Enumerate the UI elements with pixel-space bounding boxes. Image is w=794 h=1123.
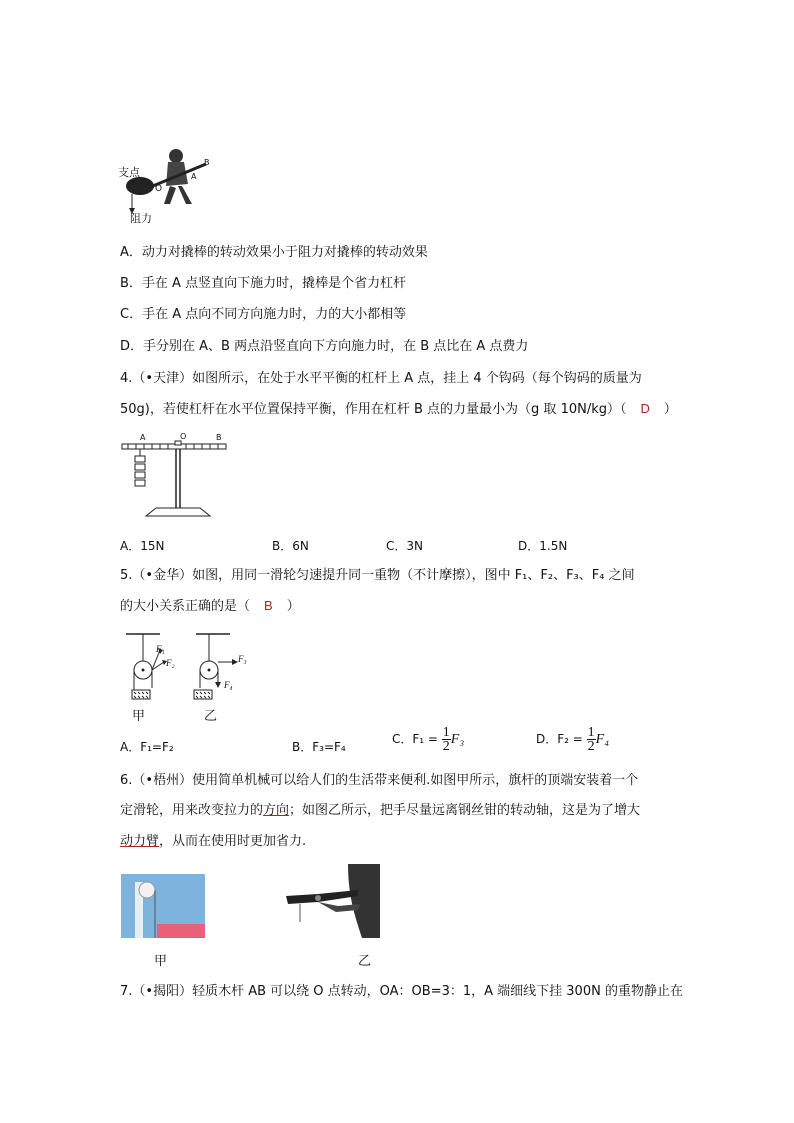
q6-answer-1: 方向 [263, 803, 290, 818]
caption-photo-jia: 甲 [154, 954, 168, 969]
label-fulcrum: 支点 [118, 166, 140, 179]
q5-option-d: D．F₂ = $\frac{1}{2}$ F₄ [536, 725, 610, 754]
q4-option-c: C．3N [386, 539, 423, 553]
q4-answer: D [640, 401, 650, 416]
pulley-figure [120, 628, 250, 724]
label-O: O [155, 184, 163, 194]
label-resistance: 阻力 [130, 212, 152, 225]
lever-figure [120, 432, 230, 520]
caption-jia: 甲 [132, 709, 146, 724]
q4-stem-line1: 4.（•天津）如图所示，在处于水平平衡的杠杆上 A 点，挂上 4 个钩码（每个钩码的质量为 [120, 371, 642, 386]
q4-option-b: B．6N [272, 539, 309, 553]
label-B: B [204, 158, 210, 167]
q3-option-d: D．手分别在 A、B 两点沿竖直向下方向施力时，在 B 点比在 A 点费力 [120, 339, 529, 354]
pliers-photo [278, 864, 380, 938]
q5-option-c: C．F₁ = $\frac{1}{2}$ F₃ [392, 725, 465, 754]
q6-answer-2: 动力臂 [120, 834, 160, 849]
label-F3: F₃ [238, 654, 247, 664]
q5-stem-line1: 5.（•金华）如图，用同一滑轮匀速提升同一重物（不计摩擦），图中 F₁、F₂、F₃、F₄ 之间 [120, 568, 635, 583]
q4-stem-line2: 50g)，若使杠杆在水平位置保持平衡，作用在杠杆 B 点的力量最小为（g 取 10N/kg）（ D ） [120, 401, 677, 417]
q5-option-a: A．F₁=F₂ [120, 740, 174, 754]
crowbar-figure [118, 142, 218, 224]
q5-option-b: B．F₃=F₄ [292, 740, 346, 754]
q5-answer: B [264, 598, 273, 613]
label-A: A [191, 172, 197, 181]
q6-stem-line1: 6.（•梧州）使用简单机械可以给人们的生活带来便利.如图甲所示，旗杆的顶端安装着一个 [120, 773, 639, 788]
q3-option-c: C．手在 A 点向不同方向施力时，力的大小都相等 [120, 307, 407, 322]
caption-photo-yi: 乙 [358, 954, 372, 969]
q5-stem-line2: 的大小关系正确的是（ B ） [120, 598, 300, 614]
label-F4: F₄ [224, 680, 233, 690]
q6-stem-line2: 定滑轮，用来改变拉力的方向；如图乙所示，把手尽量远离钢丝钳的转动轴，这是为了增大 [120, 803, 641, 818]
q3-option-a: A．动力对撬棒的转动效果小于阻力对撬棒的转动效果 [120, 245, 428, 260]
q6-stem-line3: 动力臂，从而在使用时更加省力. [120, 834, 307, 849]
flagpole-photo [121, 874, 205, 938]
q4-option-d: D．1.5N [518, 539, 568, 553]
label-F1: F₁ [156, 644, 165, 654]
q7-stem-line1: 7.（•揭阳）轻质木杆 AB 可以绕 O 点转动，OA：OB=3：1，A 端细线下挂 300N 的重物静止在 [120, 984, 683, 999]
lever-label-B: B [216, 433, 222, 442]
label-F2: F₂ [166, 658, 175, 668]
lever-label-A: A [140, 433, 146, 442]
lever-label-O: O [180, 432, 187, 441]
q3-option-b: B．手在 A 点竖直向下施力时，撬棒是个省力杠杆 [120, 276, 407, 291]
caption-yi: 乙 [204, 709, 218, 724]
q4-option-a: A．15N [120, 539, 165, 553]
